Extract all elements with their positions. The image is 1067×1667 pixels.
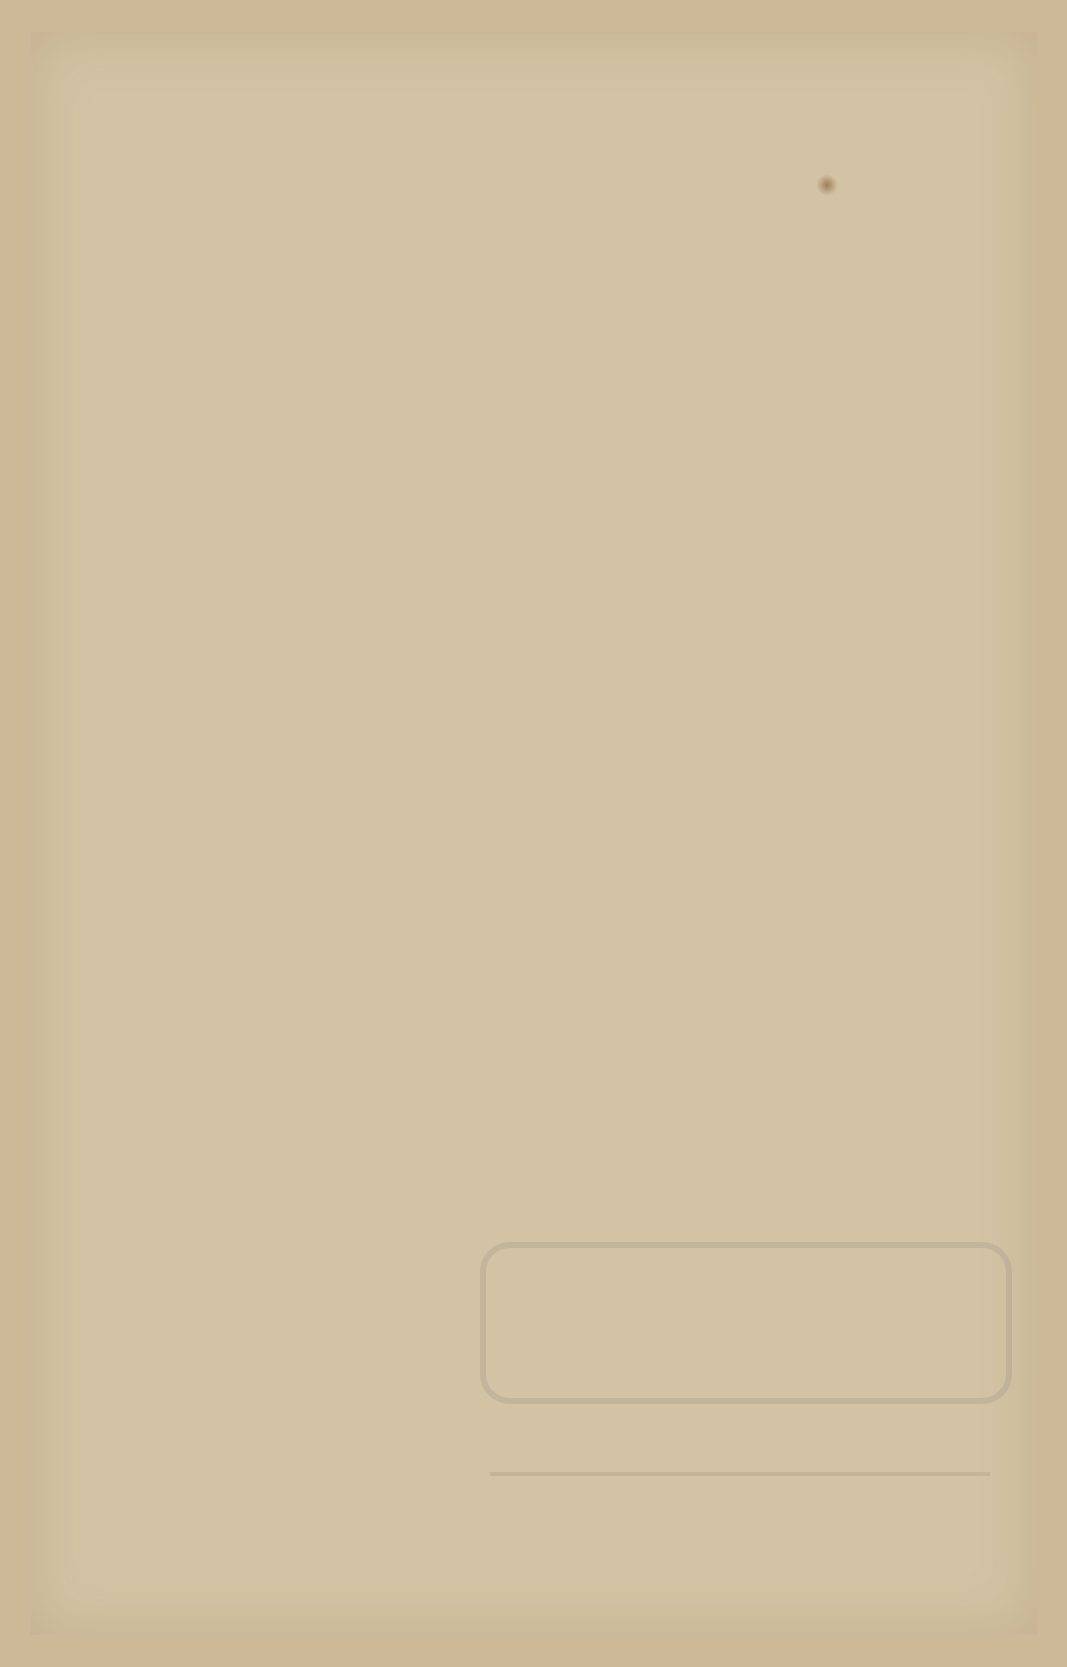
- library-watermark: [460, 1232, 1020, 1552]
- watermark-logo: [480, 1242, 1012, 1404]
- watermark-line: [490, 1472, 990, 1516]
- page-sheet: [30, 32, 1037, 1635]
